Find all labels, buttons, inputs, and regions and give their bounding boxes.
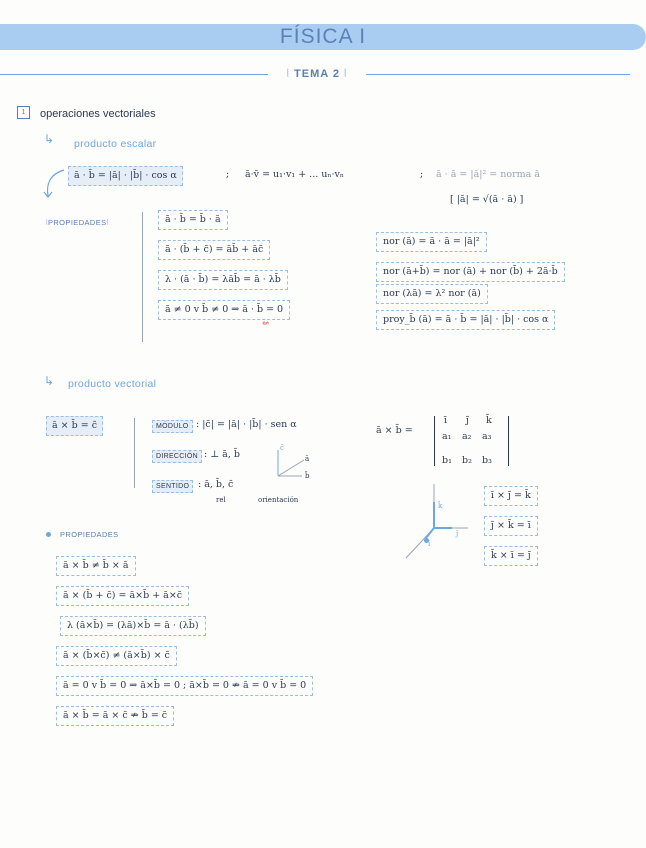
- det-cell: b₃: [482, 455, 492, 466]
- sentido-formula: : ā, b̄, c̄: [198, 479, 234, 490]
- vectorial-property: ā × b̄ ≠ b̄ × ā: [56, 556, 136, 576]
- separator: ;: [226, 169, 230, 180]
- modulus-formula-text: |ā| = √(ā · ā): [456, 194, 517, 205]
- vector-label: ā: [305, 455, 310, 463]
- cross-product-formula: ā × b̄ = c̄: [46, 416, 103, 436]
- corner-arrow-icon: ↳: [44, 374, 55, 388]
- escalar-property: λ · (ā · b̄) = λāb̄ = ā · λb̄: [158, 270, 288, 290]
- vectorial-property: ā × b̄ = ā × c̄ ⇏ b̄ = c̄: [56, 706, 174, 726]
- determinant-lhs: ā × b̄ =: [376, 425, 413, 436]
- norm-property: nor (ā) = ā · ā = |ā|²: [376, 232, 487, 252]
- axis-label: k̄: [438, 502, 443, 510]
- modulus-formula: [ |ā| = √(ā · ā) ]: [450, 194, 524, 205]
- norm-property: nor (ā+b̄) = nor (ā) + nor (b̄) + 2ā·b̄: [376, 262, 565, 282]
- det-cell: a₁: [442, 431, 452, 442]
- det-cell: ī: [444, 415, 448, 426]
- divider-left: [0, 74, 268, 75]
- ijk-rule: ī × j̄ = k̄: [484, 486, 538, 506]
- corner-arrow-icon: ↳: [44, 132, 55, 146]
- page-title: FÍSICA I: [279, 25, 367, 48]
- axes-diagram-icon: [404, 482, 474, 562]
- norm-formula: ā · ā = |ā|² = norma ā: [436, 169, 540, 180]
- escalar-property: ā ≠ 0 v b̄ ≠ 0 ⇒ ā · b̄ = 0: [158, 300, 290, 320]
- cross-out-icon: ⇍: [262, 318, 270, 328]
- properties-label-vectorial: PROPIEDADES: [60, 530, 119, 539]
- vector-label: b̄: [305, 472, 310, 480]
- direccion-tag: DIRECCIÓN: [152, 450, 202, 463]
- properties-label-escalar: ⦚PROPIEDADES⦚: [46, 218, 109, 227]
- det-bar-left: [434, 416, 435, 466]
- vectorial-property: ā × (b̄ + c̄) = ā×b̄ + ā×c̄: [56, 586, 189, 606]
- axis-label: ī: [428, 540, 431, 548]
- det-cell: k̄: [486, 415, 492, 426]
- section-title: operaciones vectoriales: [40, 108, 156, 120]
- orientacion-hint: orientación: [258, 496, 299, 504]
- brace: [134, 418, 135, 488]
- subsection-escalar-title: producto escalar: [74, 138, 157, 150]
- modulo-formula: : |c̄| = |ā| · |b̄| · sen α: [196, 419, 297, 430]
- vectorial-property: ā = 0 v b̄ = 0 ⇒ ā×b̄ = 0 ; ā×b̄ = 0 ⇏ ā = 0 v b̄ = 0: [56, 676, 313, 696]
- det-cell: j̄: [466, 415, 469, 426]
- det-cell: b₁: [442, 455, 452, 466]
- vector-label: c̄: [280, 444, 284, 452]
- ijk-rule: j̄ × k̄ = ī: [484, 516, 538, 536]
- section-number: 1: [17, 106, 30, 119]
- norm-property: nor (λā) = λ² nor (ā): [376, 284, 488, 304]
- escalar-property: ā · (b̄ + c̄) = āb̄ + āc̄: [158, 240, 270, 260]
- ijk-rule: k̄ × ī = j̄: [484, 546, 538, 566]
- modulo-tag: MÓDULO: [152, 420, 193, 433]
- det-cell: a₂: [462, 431, 472, 442]
- escalar-property: ā · b̄ = b̄ · ā: [158, 210, 228, 230]
- tema-heading: ⦚ TEMA 2 ⦚: [286, 68, 348, 80]
- direccion-formula: : ⊥ ā, b̄: [204, 449, 240, 460]
- divider-right: [366, 74, 630, 75]
- tema-label: TEMA 2: [294, 68, 340, 80]
- axis-label: j̄: [456, 530, 459, 538]
- det-cell: b₂: [462, 455, 472, 466]
- vectorial-property: ā × (b̄×c̄) ≠ (ā×b̄) × c̄: [56, 646, 177, 666]
- det-cell: a₃: [482, 431, 492, 442]
- bullet-dot: [46, 532, 51, 537]
- subsection-vectorial-title: producto vectorial: [68, 378, 157, 390]
- properties-label-text: PROPIEDADES: [47, 218, 107, 227]
- dot-product-formula: ā · b̄ = |ā| · |b̄| · cos α: [68, 166, 183, 186]
- det-bar-right: [508, 416, 509, 466]
- component-sum-formula: ā·v̄ = u₁·v₁ + ... uₙ·vₙ: [245, 169, 344, 180]
- rel-hint: rel: [216, 496, 226, 504]
- vectorial-property: λ (ā×b̄) = (λā)×b̄ = ā · (λb̄): [60, 616, 206, 636]
- norm-property: proy_b̄ (ā) = ā · b̄ = |ā| · |b̄| · cos α: [376, 310, 555, 330]
- sentido-tag: SENTIDO: [152, 480, 193, 493]
- brace: [142, 212, 143, 342]
- separator: ;: [420, 169, 424, 180]
